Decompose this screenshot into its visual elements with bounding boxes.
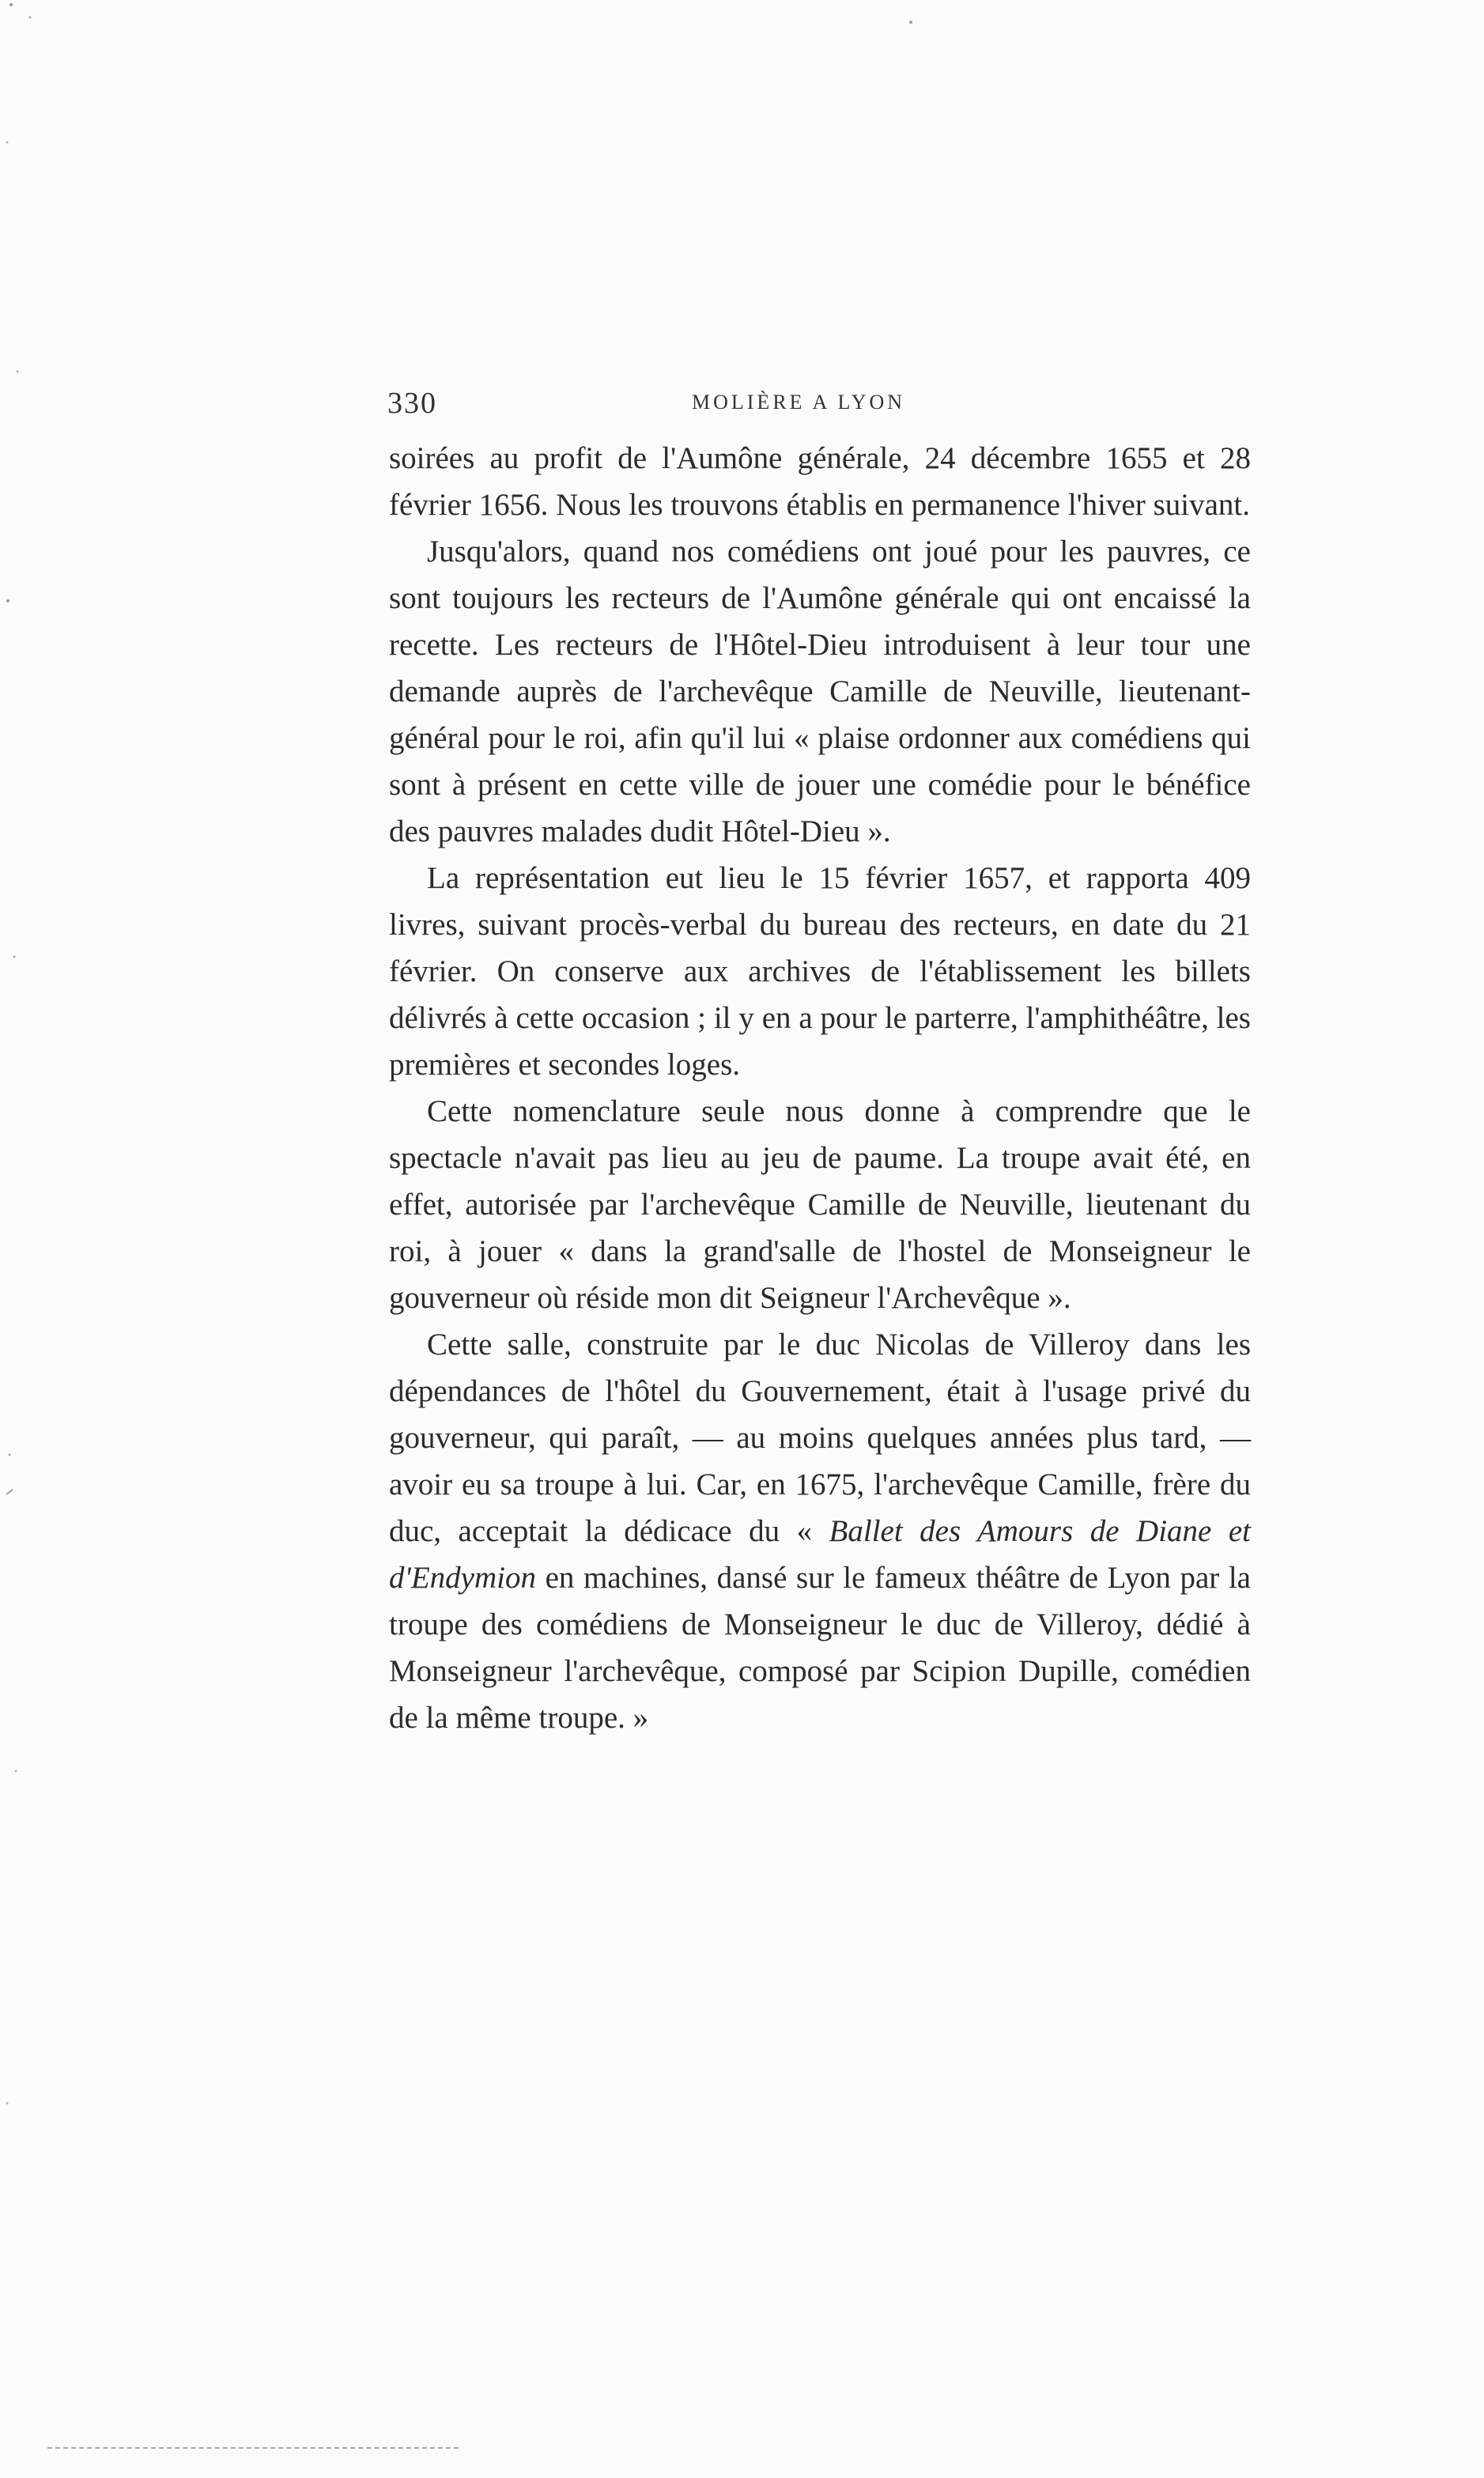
running-head bbox=[387, 386, 1257, 425]
speck bbox=[6, 142, 9, 144]
body-text bbox=[389, 435, 1251, 1741]
paragraph-2: Jusqu'alors, quand nos comédiens ont joué pour les pauvres, ce sont toujours les recteurs de l'Aumône générale qui ont encaissé la recette. Les recteurs de l'Hôtel-Dieu introduisent à leur tour une demande auprès de l'archevêque Camille de Neuville, lieutenant-général pour le roi, afin qu'il lui « plaise ordonner aux comédiens qui sont à présent en cette ville de jouer une comédie pour le bénéfice des pauvres malades dudit Hôtel-Dieu ». bbox=[389, 535, 1251, 848]
ballet-title-italic: Ballet des Amours de Diane et d'Endymion bbox=[389, 1514, 1251, 1595]
speck bbox=[909, 21, 912, 24]
speck bbox=[13, 956, 16, 958]
paragraph-5-text-before: Cette salle, construite par le duc Nicolas de Villeroy dans les dépendances de l'hôtel du Gouvernement, était à l'usage privé du gouverneur, qui paraît, — au moins quelques années plus tard, — avoir eu sa troupe à lui. Car, en 1675, l'archevêque Camille, frère du duc, acceptait la dédicace du « bbox=[389, 1328, 1251, 1548]
speck bbox=[6, 599, 9, 603]
speck bbox=[15, 1770, 17, 1773]
paragraph-5-text-after: en machines, dansé sur le fameux théâtre de Lyon par la troupe des comédiens de Monseigneur le duc de Villeroy, dédié à Monseigneur l'archevêque, composé par Scipion Dupille, comédien de la même troupe. » bbox=[389, 1561, 1251, 1735]
bottom-edge-mark bbox=[47, 2447, 459, 2451]
page-number: 330 bbox=[387, 387, 437, 420]
speck bbox=[9, 1454, 11, 1456]
running-title: MOLIÈRE A LYON bbox=[692, 391, 906, 414]
paragraph-1: soirées au profit de l'Aumône générale, 24 décembre 1655 et 28 février 1656. Nous les trouvons établis en permanence l'hiver suivant. bbox=[389, 441, 1251, 522]
speck bbox=[29, 17, 32, 19]
speck bbox=[9, 3, 13, 6]
paragraph-5 bbox=[389, 1321, 1251, 1741]
paragraph-3: La représentation eut lieu le 15 février 1657, et rapporta 409 livres, suivant procès-verbal du bureau des recteurs, en date du 21 février. On conserve aux archives de l'établissement les billets délivrés à cette occasion ; il y en a pour le parterre, l'amphithéâtre, les premières et secondes loges. bbox=[389, 861, 1251, 1082]
speck bbox=[6, 2102, 9, 2105]
speck bbox=[17, 371, 19, 373]
speck-mark bbox=[6, 1490, 13, 1494]
paragraph-4: Cette nomenclature seule nous donne à comprendre que le spectacle n'avait pas lieu au jeu de paume. La troupe avait été, en effet, autorisée par l'archevêque Camille de Neuville, lieutenant du roi, à jouer « dans la grand'salle de l'hostel de Monseigneur le gouverneur où réside mon dit Seigneur l'Archevêque ». bbox=[389, 1094, 1251, 1315]
